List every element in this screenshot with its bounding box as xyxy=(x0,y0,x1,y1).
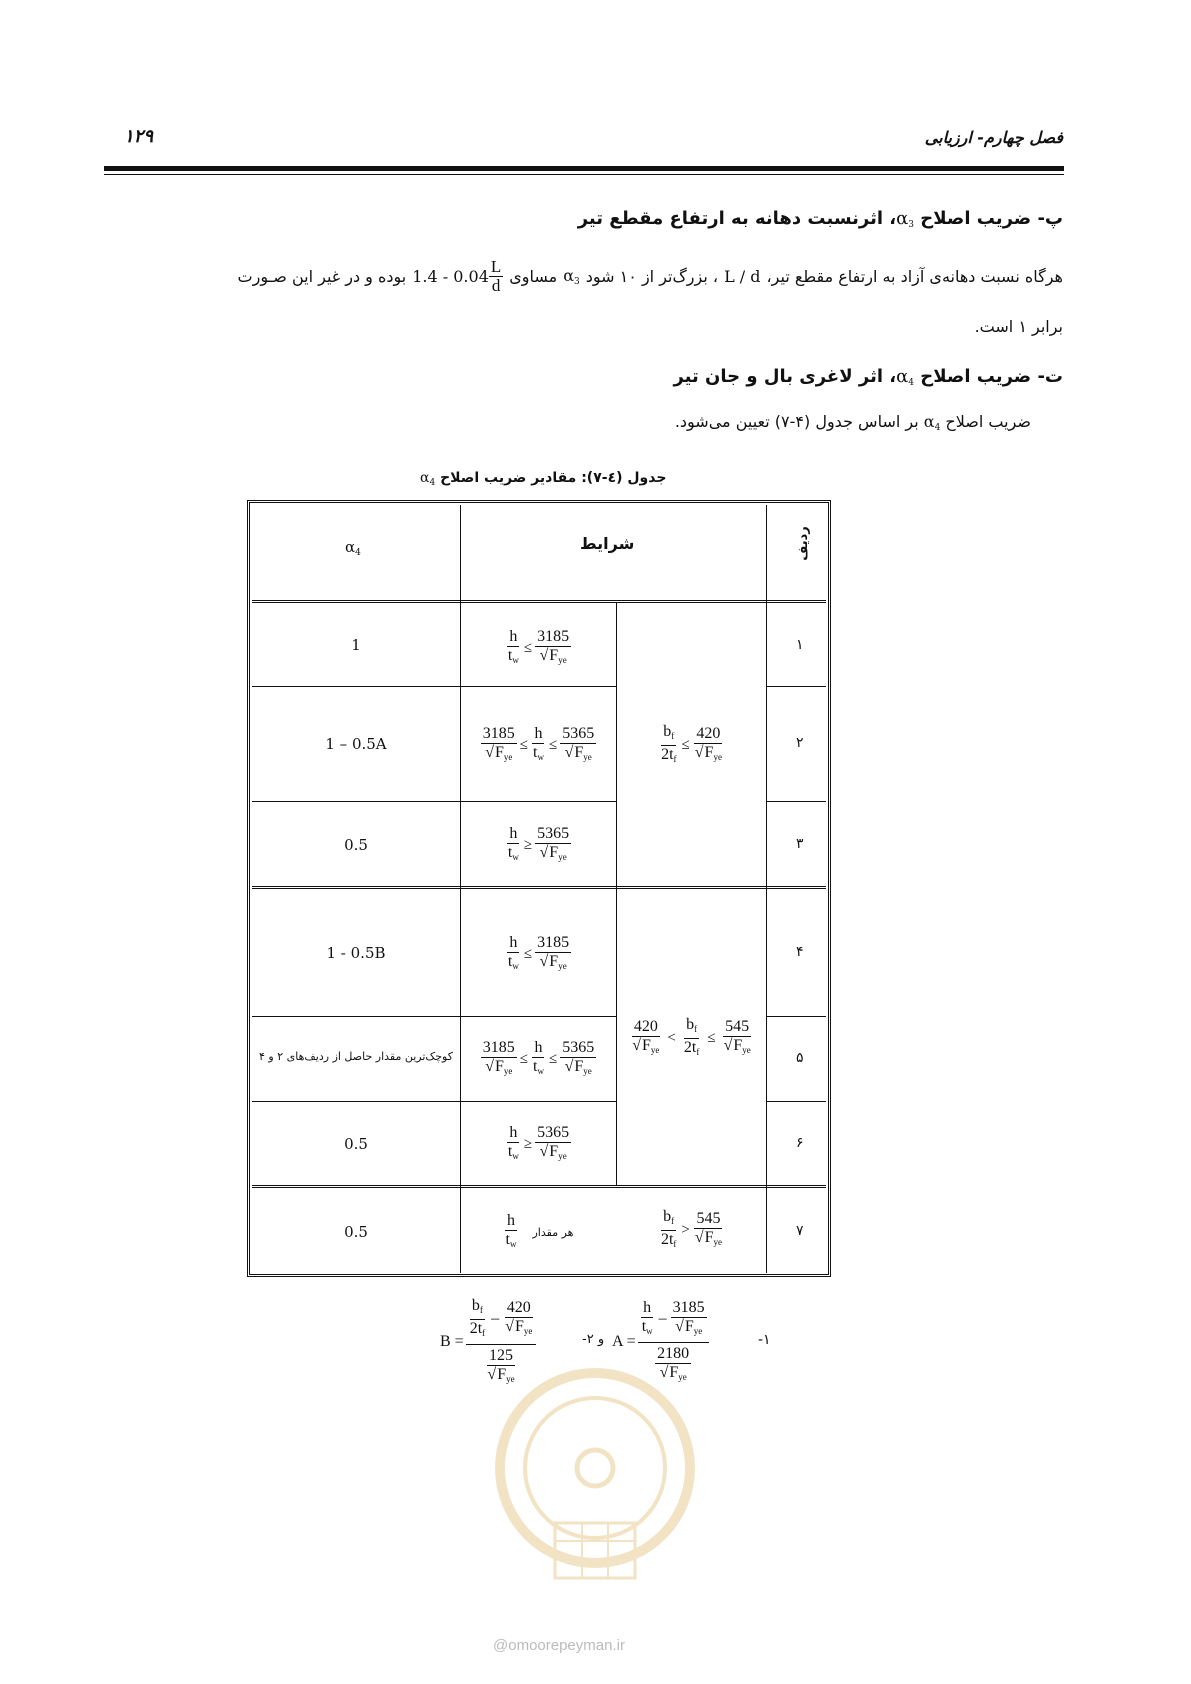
alpha-value: 1 xyxy=(351,636,361,654)
row-number: ۴ xyxy=(796,944,804,960)
grid-h2b xyxy=(766,801,826,802)
grid-h4 xyxy=(252,1016,616,1017)
flange-condition-group3: $\frac{b_f}{2t_f}$ > $\frac{545}{√F_{ye}}$ xyxy=(660,1207,723,1249)
alpha-value: کوچک‌ترین مقدار حاصل از ردیف‌های ۲ و ۴ xyxy=(259,1050,453,1063)
web-condition-row4: $\frac{h}{t_w}$ ≤ $\frac{3185}{√F_{ye}}$ xyxy=(507,933,570,971)
row-number: ۱ xyxy=(796,637,804,653)
web-condition-row3: $\frac{h}{t_w}$ ≥ $\frac{5365}{√F_{ye}}$ xyxy=(507,824,570,862)
row-number: ۵ xyxy=(796,1050,804,1066)
row-number: ۷ xyxy=(796,1223,804,1239)
section-t-heading: ت- ضریب اصلاح $\alpha_4،$ اثر لاغری بال و جان تیر xyxy=(673,366,1063,388)
table-caption: جدول (٤-٧): مقادیر ضریب اصلاح $\alpha_4$ xyxy=(420,470,667,488)
grid-h1b xyxy=(766,686,826,687)
grid-h5b xyxy=(766,1101,826,1102)
alpha-value: 0.5 xyxy=(344,1135,368,1153)
formula-B: B = $\frac{b_f}{2t_f}$ – $\frac{420}{√F_{ye}}$ $\frac{125}{√F_{ye}}$ xyxy=(440,1282,536,1402)
footnote-number: -۱ xyxy=(758,1332,771,1348)
web-condition-row1: $\frac{h}{t_w}$ ≤ $\frac{3185}{√F_{ye}}$ xyxy=(507,627,570,665)
grid-h1 xyxy=(252,686,616,687)
row-number: ۲ xyxy=(796,735,804,751)
watermark-text: @omoorepeyman.ir xyxy=(493,1637,625,1654)
flange-condition-group1: $\frac{b_f}{2t_f}$ ≤ $\frac{420}{√F_{ye}}$ xyxy=(661,722,722,764)
formula-A: A = $\frac{h}{t_w}$ – $\frac{3185}{√F_{ye}}$ $\frac{2180}{√F_{ye}}$ xyxy=(612,1282,709,1402)
web-condition-row5: $\frac{3185}{√F_{ye}}$ ≤ $\frac{h}{t_w}$ ≤ $\frac{5365}{√F_{ye}}$ xyxy=(482,1038,595,1076)
grid-h3 xyxy=(252,886,826,889)
col-header-row: ردیف xyxy=(795,526,811,561)
alpha4-symbol: $\alpha_4$ xyxy=(896,366,915,388)
grid-h5 xyxy=(252,1101,616,1102)
flange-condition-group2: $\frac{420}{√F_{ye}}$ < $\frac{b_f}{2t_f}$ ≤ $\frac{545}{√F_{ye}}$ xyxy=(632,1015,751,1057)
section-p-paragraph: هرگاه نسبت دهانه‌ی آزاد به ارتفاع مقطع تیر، L / d ، بزرگ‌تر از ۱۰ شود $\alpha_3$ مساوی 1.4 - 0.04 $\frac{L}{d}$ بوده و در غیر این صـورت xyxy=(237,257,1063,295)
section-p-heading: پ- ضریب اصلاح $\alpha_3،$ اثرنسبت دهانه به ارتفاع مقطع تیر xyxy=(577,208,1063,230)
formula-joiner: و ۲- xyxy=(582,1332,605,1347)
web-condition-row2: $\frac{3185}{√F_{ye}}$ ≤ $\frac{h}{t_w}$ ≤ $\frac{5365}{√F_{ye}}$ xyxy=(482,724,595,762)
grid-v3 xyxy=(616,603,617,1186)
grid-h2 xyxy=(252,801,616,802)
grid-h4b xyxy=(766,1016,826,1017)
row-number: ۳ xyxy=(796,836,804,852)
col-header-alpha4: $\alpha_4$ xyxy=(345,538,361,558)
chapter-title: فصل چهارم- ارزیابی xyxy=(924,128,1063,147)
alpha-value: 1 - 0.5B xyxy=(326,944,386,962)
alpha-value: 0.5 xyxy=(344,836,368,854)
col-header-conditions: شرایط xyxy=(580,534,635,553)
section-p-paragraph-line2: برابر ۱ است. xyxy=(974,317,1063,336)
grid-v2 xyxy=(766,505,767,1273)
section-t-paragraph: ضریب اصلاح $\alpha_4$ بر اساس جدول (۴-۷) تعیین می‌شود. xyxy=(674,412,1031,433)
grid-h6 xyxy=(252,1185,826,1188)
page-number: ۱۲۹ xyxy=(124,126,154,147)
web-condition-row6: $\frac{h}{t_w}$ ≥ $\frac{5365}{√F_{ye}}$ xyxy=(507,1123,570,1161)
alpha-value: 1 – 0.5A xyxy=(325,735,387,753)
alpha-value: 0.5 xyxy=(344,1223,368,1241)
alpha3-symbol: $\alpha_3$ xyxy=(896,208,915,230)
grid-h-header xyxy=(252,600,826,603)
header-rule-thick xyxy=(104,166,1064,171)
row-number: ۶ xyxy=(796,1135,804,1151)
footnote-formulas xyxy=(440,1282,790,1402)
web-condition-row7: $\frac{h}{t_w}$ هر مقدار xyxy=(505,1211,574,1249)
header-rule-thin xyxy=(104,174,1064,175)
